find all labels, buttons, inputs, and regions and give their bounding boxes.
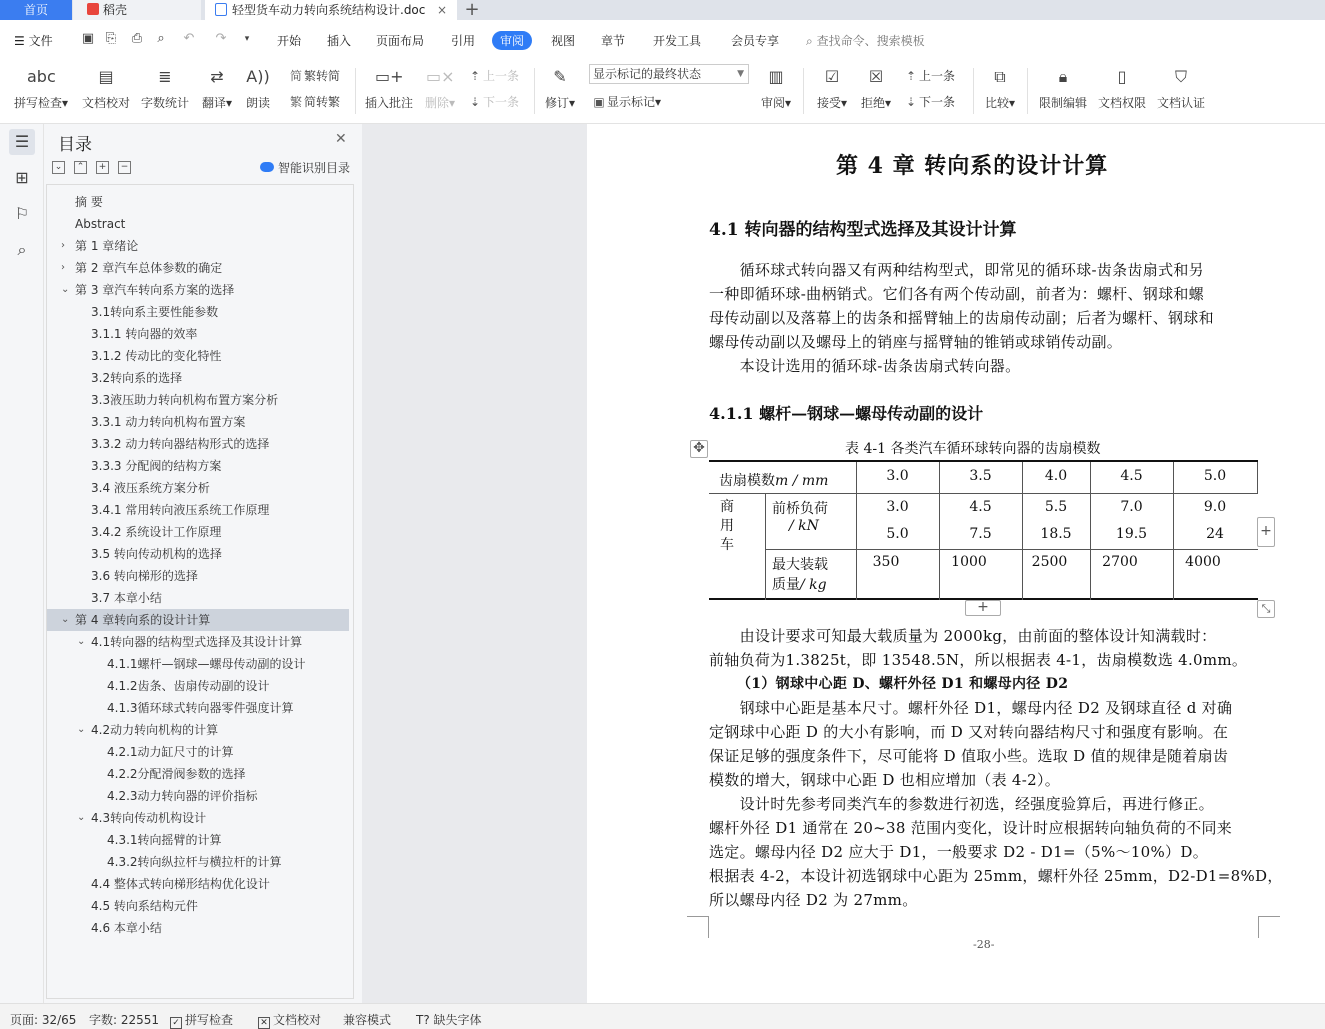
tab-daoke-label: 稻壳 <box>103 3 128 17</box>
table-cell: 2700 <box>1102 554 1138 570</box>
status-spell-check[interactable] <box>170 1011 233 1029</box>
table-cell: 4000 <box>1185 554 1221 570</box>
next-change-icon: ⇣ <box>905 95 917 109</box>
table-cell: 4.5 <box>1120 468 1143 484</box>
section-title: 4.1 转向器的结构型式选择及其设计计算 <box>709 220 1017 240</box>
accept-button[interactable]: ☑ 接受▾ <box>812 64 852 111</box>
page-indicator[interactable]: 页面: 32/65 <box>10 1013 77 1027</box>
paragraph-line: 循环球式转向器又有两种结构型式，即常见的循环球-齿条齿扇式和另 <box>709 261 1204 279</box>
toc-item-label: 4.5 转向系结构元件 <box>91 899 198 913</box>
toc-item-label: 3.4 液压系统方案分析 <box>91 481 210 495</box>
toc-item[interactable] <box>47 873 353 895</box>
paragraph-line: 定钢球中心距 D 的大小有影响，而 D 又对转向器结构尺寸和强度有影响。在 <box>709 723 1229 741</box>
toc-item[interactable] <box>47 433 353 455</box>
toc-item[interactable] <box>47 323 353 345</box>
table-cell: 350 <box>872 554 900 570</box>
track-changes-button[interactable]: ✎ 修订▾ <box>542 64 578 111</box>
paragraph-line: 本设计选用的循环球-齿条齿扇式转向器。 <box>709 357 1021 375</box>
add-row-button[interactable]: + <box>965 600 1001 616</box>
new-tab-button[interactable]: + <box>464 0 480 20</box>
close-icon[interactable]: ✕ <box>335 131 347 147</box>
reject-button[interactable]: ☒ 拒绝▾ <box>858 64 894 111</box>
table-cell: 7.5 <box>969 526 992 542</box>
share-icon[interactable]: ⎘ <box>105 31 117 46</box>
toc-item-label: 4.6 本章小结 <box>91 921 162 935</box>
toc-item-label: 4.2.1动力缸尺寸的计算 <box>107 745 234 759</box>
next-comment-icon: ⇣ <box>469 95 481 109</box>
row2-label-text: 质量 <box>772 577 800 593</box>
search-icon[interactable]: ⌕ <box>17 240 27 259</box>
row1-unit-text: / kN <box>789 518 819 534</box>
row2-label: 最大装载 <box>772 557 828 573</box>
toc-item-label: 4.2.2分配滑阀参数的选择 <box>107 767 246 781</box>
table-cell: 3.5 <box>969 468 992 484</box>
resize-table-icon[interactable]: ⤡ <box>1257 600 1275 618</box>
daoke-icon <box>87 3 99 15</box>
lock-icon: 🔒︎ <box>1058 67 1068 86</box>
track-changes-label: 修订 <box>544 96 569 110</box>
subsection-title: 4.1.1 螺杆—钢球—螺母传动副的设计 <box>709 404 984 423</box>
toc-item[interactable] <box>47 785 353 807</box>
toc-item[interactable] <box>47 257 353 279</box>
module-table <box>709 460 1258 600</box>
simp-to-trad-label: 简转繁 <box>304 95 341 109</box>
paragraph-line: 设计时先参考同类汽车的参数进行初选，经强度验算后，再进行修正。 <box>709 795 1214 813</box>
row1-unit <box>789 518 819 534</box>
collapse-all-icon[interactable]: ⌄ <box>52 161 65 174</box>
toc-item[interactable] <box>47 719 353 741</box>
doc-permission-button[interactable] <box>1096 64 1148 111</box>
toc-item-label: 4.4 整体式转向梯形结构优化设计 <box>91 877 270 891</box>
paragraph-line: 螺母传动副以及螺母上的销座与摇臂轴的锥销或球销传动副。 <box>709 333 1123 351</box>
smart-toc-button[interactable] <box>260 159 350 176</box>
toc-item-label: 3.3.3 分配阀的结构方案 <box>91 459 222 473</box>
table-cell: 19.5 <box>1115 526 1148 542</box>
status-proofread-label: 文档校对 <box>273 1013 322 1027</box>
toc-item[interactable] <box>47 345 353 367</box>
tab-daoke[interactable] <box>73 0 201 20</box>
toc-item[interactable] <box>47 587 353 609</box>
toc-item-label: 3.5 转向传动机构的选择 <box>91 547 222 561</box>
accept-label: 接受 <box>816 96 841 110</box>
toc-item-label: 4.1.3循环球式转向器零件强度计算 <box>107 701 294 715</box>
toc-item[interactable] <box>47 609 349 631</box>
status-proofread[interactable] <box>258 1011 321 1029</box>
toc-item-label: 第 4 章转向系的设计计算 <box>75 613 211 627</box>
hamburger-icon: ☰ <box>14 34 25 48</box>
search-icon: ⌕ <box>806 34 813 48</box>
toc-item-label: 摘 要 <box>75 195 103 209</box>
menu-chapter[interactable]: 章节 <box>601 34 626 48</box>
toc-item[interactable] <box>47 191 353 213</box>
table-cell: 1000 <box>951 554 987 570</box>
missing-font-label: 缺失字体 <box>433 1013 482 1027</box>
table-cell: 18.5 <box>1040 526 1072 542</box>
toc-item[interactable] <box>47 521 353 543</box>
toc-title: 目录 <box>58 135 92 155</box>
table-rule <box>1257 462 1258 493</box>
toc-item-label: 3.3.1 动力转向机构布置方案 <box>91 415 246 429</box>
insert-comment-button[interactable] <box>364 64 414 111</box>
ribbon-separator <box>1027 68 1028 114</box>
paragraph-line: 保证足够的强度条件下，尽可能将 D 值取小些。选取 D 值的规律是随着扇齿 <box>709 747 1229 765</box>
restrict-editing-label: 限制编辑 <box>1038 96 1087 110</box>
tab-home[interactable]: 首页 <box>0 0 72 20</box>
toc-item[interactable] <box>47 279 353 301</box>
next-comment-button[interactable] <box>467 93 519 110</box>
toc-item[interactable] <box>47 807 353 829</box>
toc-item-label: 4.1.2齿条、齿扇传动副的设计 <box>107 679 270 693</box>
toc-item[interactable] <box>47 741 353 763</box>
markup-state-select[interactable] <box>589 64 749 84</box>
table-rule <box>765 493 766 600</box>
trad-to-simp-button[interactable] <box>288 67 340 84</box>
simp-trad-icon: 繁 <box>289 95 302 109</box>
print-icon[interactable]: ⎙ <box>131 31 143 46</box>
prev-change-label: 上一条 <box>919 69 956 83</box>
word-doc-icon <box>215 3 227 16</box>
toc-item-label: 4.3.2转向纵拉杆与横拉杆的计算 <box>107 855 282 869</box>
item-heading: （1）钢球中心距 D、螺杆外径 D1 和螺母内径 D2 <box>737 676 1069 692</box>
toc-item-label: 4.1转向器的结构型式选择及其设计计算 <box>91 635 303 649</box>
table-cell: 5.5 <box>1044 499 1068 515</box>
toc-item-label: 3.1.2 传动比的变化特性 <box>91 349 222 363</box>
track-changes-icon: ✎ <box>553 67 567 86</box>
undo-icon[interactable]: ↶ <box>183 31 195 46</box>
paragraph-line: 母传动副以及落幕上的齿条和摇臂轴上的齿扇传动副；后者为螺杆、钢球和 <box>709 309 1214 327</box>
table-cell: 5.0 <box>1203 468 1227 484</box>
delete-comment-icon: ▭× <box>426 67 455 86</box>
smart-toc-label: 智能识别目录 <box>278 161 351 175</box>
chevron-down-icon: ▼ <box>737 69 744 79</box>
table-cell: 3.0 <box>886 468 909 484</box>
tab-document[interactable] <box>205 0 457 20</box>
toc-item[interactable] <box>47 917 353 939</box>
page-corner-mark <box>687 916 709 938</box>
toc-item-label: 4.1.1螺杆—钢球—螺母传动副的设计 <box>107 657 306 671</box>
show-markup-button[interactable]: ▣ 显示标记▾ <box>591 93 661 110</box>
toc-item-label: 3.2转向系的选择 <box>91 371 183 385</box>
group-label: 商用车 <box>720 499 734 553</box>
ribbon-separator <box>534 68 535 114</box>
add-column-button[interactable]: + <box>1257 517 1275 547</box>
toc-item[interactable] <box>47 213 353 235</box>
row2-unit: / kg <box>800 577 827 593</box>
toc-item[interactable] <box>47 477 353 499</box>
word-count-indicator[interactable]: 字数: 22551 <box>89 1013 160 1027</box>
table-cell: 9.0 <box>1203 499 1227 515</box>
insert-comment-label: 插入批注 <box>364 96 413 110</box>
toc-item[interactable] <box>47 851 353 873</box>
prev-change-button[interactable] <box>903 67 955 84</box>
quick-access-dropdown-icon[interactable]: ▾ <box>244 34 250 44</box>
chevron-down-icon[interactable]: ⌄ <box>77 724 86 735</box>
review-pane-button[interactable]: ▥ 审阅▾ <box>758 64 794 111</box>
toc-item-label: 3.3液压助力转向机构布置方案分析 <box>91 393 279 407</box>
doc-proofread-label: 文档校对 <box>81 96 130 110</box>
header-label: 齿扇模数 <box>719 473 775 489</box>
menu-bar <box>0 20 1325 60</box>
proofread-icon: ▤ <box>98 67 114 86</box>
toc-item[interactable] <box>47 631 353 653</box>
toc-item-label: 3.1转向系主要性能参数 <box>91 305 219 319</box>
table-cell: 3.0 <box>886 499 909 515</box>
compare-label: 比较 <box>984 96 1009 110</box>
restrict-editing-button[interactable] <box>1037 64 1089 111</box>
document-area <box>362 124 1325 1003</box>
word-count-label: 字数统计 <box>140 96 189 110</box>
tab-bar <box>0 0 1325 20</box>
review-ribbon <box>0 60 1325 124</box>
show-markup-icon: ▣ <box>593 95 605 109</box>
proofread-status-icon: ✕ <box>258 1017 270 1029</box>
page-number: -28- <box>973 938 995 951</box>
toc-item-label: 3.1.1 转向器的效率 <box>91 327 198 341</box>
left-icon-strip <box>0 124 44 1003</box>
table-cell: 2500 <box>1031 554 1068 570</box>
toc-panel <box>44 124 362 1003</box>
command-search-placeholder: 查找命令、搜索模板 <box>816 34 925 48</box>
toc-item-label: 第 1 章绪论 <box>75 239 139 253</box>
read-aloud-button[interactable] <box>243 64 273 111</box>
toc-item-label: 第 3 章汽车转向系方案的选择 <box>75 283 235 297</box>
menu-start[interactable]: 开始 <box>277 34 302 48</box>
toc-item-label: 第 2 章汽车总体参数的确定 <box>75 261 223 275</box>
row1-label: 前桥负荷 <box>772 501 828 517</box>
doc-proofread-button[interactable] <box>80 64 132 111</box>
toc-item[interactable] <box>47 829 353 851</box>
toc-item-label: 4.2.3动力转向器的评价指标 <box>107 789 258 803</box>
toc-panel-icon[interactable]: ☰ <box>9 129 35 155</box>
file-menu[interactable] <box>14 32 53 49</box>
ribbon-separator <box>973 68 974 114</box>
table-header-label <box>719 470 828 490</box>
toc-list <box>46 184 354 999</box>
toc-item[interactable] <box>47 675 353 697</box>
trad-simp-icon: 简 <box>289 69 302 83</box>
page-corner-mark <box>1258 916 1280 938</box>
doc-certify-button[interactable] <box>1155 64 1207 111</box>
paragraph-line: 根据表 4-2，本设计初选钢球中心距为 25mm，螺杆外径 25mm，D2-D1=8%D， <box>709 867 1283 885</box>
chevron-down-icon[interactable]: ⌄ <box>61 284 70 295</box>
toc-item-label: 4.3.1转向摇臂的计算 <box>107 833 222 847</box>
compat-mode: 兼容模式 <box>343 1013 392 1027</box>
doc-certify-label: 文档认证 <box>1156 96 1205 110</box>
compare-icon: ⧉ <box>994 67 1006 86</box>
delete-comment-button[interactable]: ▭× 删除▾ <box>421 64 459 111</box>
reject-icon: ☒ <box>868 67 884 86</box>
bookmark-icon[interactable]: ⚐ <box>14 204 30 223</box>
toc-item[interactable] <box>47 301 353 323</box>
toc-item[interactable] <box>47 389 353 411</box>
ribbon-separator <box>803 68 804 114</box>
spell-check-label: 拼写检查 <box>13 96 62 110</box>
chevron-right-icon[interactable]: › <box>61 240 65 251</box>
spell-check-icon: abc <box>27 67 56 86</box>
toc-item-label: 3.6 转向梯形的选择 <box>91 569 198 583</box>
toc-tools <box>52 158 140 174</box>
table-cell: 7.0 <box>1120 499 1143 515</box>
shield-icon: ⛉ <box>1174 67 1187 86</box>
next-change-button[interactable] <box>903 93 955 110</box>
next-comment-label: 下一条 <box>483 95 520 109</box>
menu-review[interactable]: 审阅 <box>492 31 532 50</box>
toc-item[interactable] <box>47 653 353 675</box>
table-rule <box>709 493 1258 494</box>
markup-state-value: 显示标记的最终状态 <box>593 67 702 81</box>
table-cell: 24 <box>1206 526 1224 542</box>
close-tab-icon[interactable]: × <box>436 3 447 17</box>
word-count-button[interactable] <box>139 64 191 111</box>
paragraph-line: 所以螺母内径 D2 为 27mm。 <box>709 891 918 909</box>
toc-item-label: 3.4.1 常用转向液压系统工作原理 <box>91 503 270 517</box>
paragraph-line: 选定。螺母内径 D2 应大于 D1，一般要求 D2 - D1=（5%～10%）D。 <box>709 843 1208 861</box>
translate-icon: ⇄ <box>210 67 224 86</box>
menu-view[interactable]: 视图 <box>551 34 576 48</box>
menu-developer[interactable]: 开发工具 <box>653 34 702 48</box>
remove-heading-icon[interactable]: − <box>118 161 131 174</box>
table-caption: 表 4-1 各类汽车循环球转向器的齿扇模数 <box>845 441 1101 457</box>
menu-references[interactable]: 引用 <box>451 34 476 48</box>
translate-button[interactable]: ⇄ 翻译▾ <box>198 64 236 111</box>
toc-item[interactable] <box>47 763 353 785</box>
toc-item[interactable] <box>47 697 353 719</box>
translate-label: 翻译 <box>201 96 226 110</box>
table-cell: 4.0 <box>1044 468 1068 484</box>
document-page <box>587 124 1325 1003</box>
prev-comment-button[interactable] <box>467 67 519 84</box>
file-menu-label: 文件 <box>28 34 53 48</box>
missing-font-button[interactable] <box>416 1011 482 1028</box>
table-cell: 5.0 <box>886 526 909 542</box>
read-aloud-icon: A)) <box>246 67 270 86</box>
paragraph-line: 前轴负荷为1.3825t，即 13548.5N，所以根据表 4-1，齿扇模数选 4.0mm。 <box>709 651 1248 669</box>
chevron-right-icon[interactable]: › <box>61 262 65 273</box>
doc-permission-label: 文档权限 <box>1097 96 1146 110</box>
header-unit: m / mm <box>775 473 829 489</box>
toc-item-label: Abstract <box>75 217 126 231</box>
trad-to-simp-label: 繁转简 <box>304 69 341 83</box>
expand-all-icon[interactable]: ⌃ <box>74 161 87 174</box>
read-aloud-label: 朗读 <box>245 96 270 110</box>
compare-button[interactable]: ⧉ 比较▾ <box>982 64 1018 111</box>
comment-plus-icon: ▭+ <box>375 67 404 86</box>
toc-item[interactable] <box>47 411 353 433</box>
chapter-title: 第 4 章 转向系的设计计算 <box>836 153 1109 179</box>
toc-item-label: 3.3.2 动力转向器结构形式的选择 <box>91 437 270 451</box>
prev-comment-label: 上一条 <box>483 69 520 83</box>
toc-item-label: 4.3转向传动机构设计 <box>91 811 207 825</box>
status-bar <box>0 1003 1325 1029</box>
spell-check-button[interactable]: abc 拼写检查▾ <box>12 64 70 111</box>
menu-page-layout[interactable]: 页面布局 <box>376 34 425 48</box>
status-spell-check-label: 拼写检查 <box>185 1013 234 1027</box>
toc-item[interactable] <box>47 895 353 917</box>
table-cell: 4.5 <box>969 499 992 515</box>
add-heading-icon[interactable]: + <box>96 161 109 174</box>
smart-toc-icon <box>260 162 274 172</box>
menu-member[interactable]: 会员专享 <box>731 34 780 48</box>
reject-label: 拒绝 <box>860 96 885 110</box>
save-icon[interactable]: ▣ <box>81 31 95 46</box>
paragraph-line: 模数的增大，钢球中心距 D 也相应增加（表 4-2）。 <box>709 771 1061 789</box>
toc-item[interactable] <box>47 235 353 257</box>
check-icon: ✓ <box>170 1017 182 1029</box>
show-markup-label: 显示标记 <box>607 95 656 109</box>
table-move-handle[interactable]: ✥ <box>690 440 708 458</box>
delete-comment-label: 删除 <box>424 96 449 110</box>
toc-item[interactable] <box>47 565 353 587</box>
toc-item[interactable] <box>47 499 353 521</box>
word-count-icon: ≣ <box>158 67 172 86</box>
toc-item[interactable] <box>47 455 353 477</box>
paragraph-line: 由设计要求可知最大载质量为 2000kg，由前面的整体设计知满载时： <box>709 627 1217 645</box>
toc-item[interactable] <box>47 543 353 565</box>
toc-item[interactable] <box>47 367 353 389</box>
next-change-label: 下一条 <box>919 95 956 109</box>
outline-icon[interactable]: ⊞ <box>15 168 29 187</box>
review-pane-label: 审阅 <box>760 96 785 110</box>
menu-insert[interactable]: 插入 <box>327 34 352 48</box>
chevron-down-icon[interactable]: ⌄ <box>61 614 70 625</box>
tab-document-label: 轻型货车动力转向系统结构设计.doc <box>232 3 426 17</box>
ribbon-separator <box>355 68 356 114</box>
toc-item-label: 3.7 本章小结 <box>91 591 162 605</box>
toc-item-label: 3.4.2 系统设计工作原理 <box>91 525 222 539</box>
paragraph-line: 螺杆外径 D1 通常在 20~38 范围内变化，设计时应根据转向轴负荷的不同来 <box>709 819 1233 837</box>
prev-change-icon: ⇡ <box>905 69 917 83</box>
prev-comment-icon: ⇡ <box>469 69 481 83</box>
toc-item-label: 4.2动力转向机构的计算 <box>91 723 219 737</box>
chevron-down-icon[interactable]: ⌄ <box>77 812 86 823</box>
paragraph-line: 钢球中心距是基本尺寸。螺杆外径 D1，螺母内径 D2 及钢球直径 d 对确 <box>709 699 1233 717</box>
table-rule <box>765 549 1258 550</box>
print-preview-icon[interactable]: ⌕ <box>157 31 165 46</box>
simp-to-trad-button[interactable] <box>288 93 340 110</box>
review-pane-icon: ▥ <box>768 67 784 86</box>
redo-icon[interactable]: ↷ <box>215 31 227 46</box>
doc-permission-icon: ▯ <box>1117 67 1127 86</box>
paragraph-line: 一种即循环球-曲柄销式。它们各有两个传动副，前者为：螺杆、钢球和螺 <box>709 285 1204 303</box>
missing-font-icon: T? <box>416 1013 430 1027</box>
accept-icon: ☑ <box>824 67 840 86</box>
command-search[interactable] <box>806 32 925 49</box>
row2-label-unit <box>772 574 827 594</box>
chevron-down-icon[interactable]: ⌄ <box>77 636 86 647</box>
